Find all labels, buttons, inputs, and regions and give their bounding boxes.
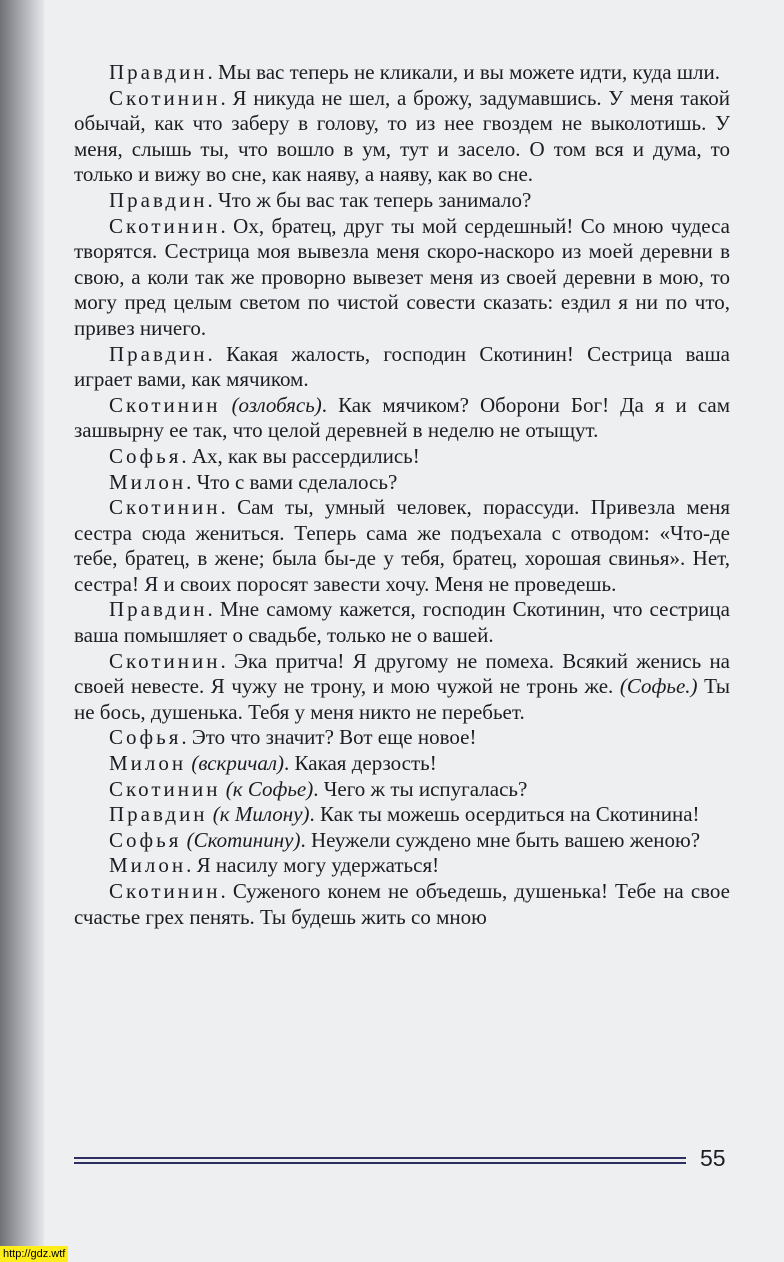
paragraph: Скотинин. Эка притча! Я другому не помеха. Всякий женись на своей невесте. Я чужу не трону, и мою чужой не тронь же. (Софье.) Ты не бось, душенька. Тебя у меня никто не перебьет. [74,648,730,724]
footer-rule [74,1157,686,1164]
paragraph: Скотинин. Суженого конем не объедешь, душенька! Тебе на свое счастье грех пенять. Ты будешь жить со мною [74,879,730,929]
speaker-name: Скотинин [109,85,221,110]
paragraph: Правдин (к Милону). Как ты можешь осердиться на Скотинина! [109,802,700,827]
speaker-name: Скотинин [109,776,221,801]
paragraph: Софья. Ах, как вы рассердились! [109,443,420,468]
paragraph: Софья (Скотинину). Неужели суждено мне быть вашею женою? [109,827,701,852]
speaker-name: Скотинин [109,392,221,417]
stage-direction: (озлобясь) [231,392,322,417]
stage-direction: (к Софье) [225,776,314,801]
paragraph: Скотинин. Ох, братец, друг ты мой сердешный! Со мною чудеса творятся. Сестрица моя вывезла меня скоро-наскоро из моей деревни в свою, а коли так же проворно вывезет меня из своей деревни в мою, то могу пред целым светом по чистой совести сказать: ездил я ни по что, привез ничего. [74,213,730,340]
page-number: 55 [700,1145,726,1171]
speaker-name: Милон [109,853,187,878]
stage-direction: (к Милону) [212,802,310,827]
paragraph: Скотинин (озлобясь). Как мячиком? Оборони Бог! Да я и сам зашвырну ее так, что целой деревней в неделю не отыщут. [74,392,731,443]
speaker-name: Правдин [109,60,208,84]
paragraph: Милон (вскричал). Какая дерзость! [109,751,437,776]
paragraph: Правдин. Мне самому кажется, господин Скотинин, что сестрица ваша помышляет о свадьбе, только не о вашей. [74,597,730,648]
stage-direction: (Скотинину) [186,827,301,852]
speaker-name: Правдин [109,341,208,366]
paragraph: Скотинин. Я никуда не шел, а брожу, задумавшись. У меня такой обычай, как что заберу в голову, то из нее гвоздем не выколотишь. У меня, слышь ты, что вошло в ум, тут и засело. О том вся и дума, то только и вижу во сне, как наяву, а наяву, как во сне. [74,85,730,187]
speaker-name: Правдин [109,187,208,212]
stage-direction: (вскричал) [191,751,285,776]
speaker-name: Правдин [109,597,208,622]
watermark-label: http://gdz.wtf [0,1246,68,1262]
paragraph: Софья. Это что значит? Вот еще новое! [109,725,477,750]
book-spine-shadow [0,0,44,1262]
speaker-name: Правдин [109,802,208,827]
speaker-name: Скотинин [109,879,221,903]
speaker-name: Скотинин [109,213,221,238]
paragraph: Милон. Я насилу могу удержаться! [109,853,440,878]
paragraph: Милон. Что с вами сделалось? [109,469,398,494]
speaker-name: Софья [109,827,182,852]
speaker-name: Милон [109,751,187,776]
speaker-name: Софья [109,725,182,750]
paragraph: Правдин. Что ж бы вас так теперь занимало? [109,187,532,212]
paragraph: Скотинин (к Софье). Чего ж ты испугалась? [109,776,528,801]
speaker-name: Милон [109,469,187,494]
paragraph: Правдин. Какая жалость, господин Скотинин! Сестрица ваша играет вами, как мячиком. [74,341,730,392]
speaker-name: Софья [109,443,182,468]
page-text [74,60,730,930]
stage-direction: (Софье.) [619,674,698,699]
speaker-name: Скотинин [109,495,221,520]
paragraph: Правдин. Мы вас теперь не кликали, и вы можете идти, куда шли. [109,60,720,84]
speaker-name: Скотинин [109,648,221,673]
paragraph: Скотинин. Сам ты, умный человек, порассуди. Привезла меня сестра сюда жениться. Теперь сама же подъехала с отводом: «Что-де тебе, братец, в жене; была бы-де у тебя, братец, хорошая свинья». Нет, сестра! Я и своих поросят завести хочу. Меня не проведешь. [74,495,730,596]
